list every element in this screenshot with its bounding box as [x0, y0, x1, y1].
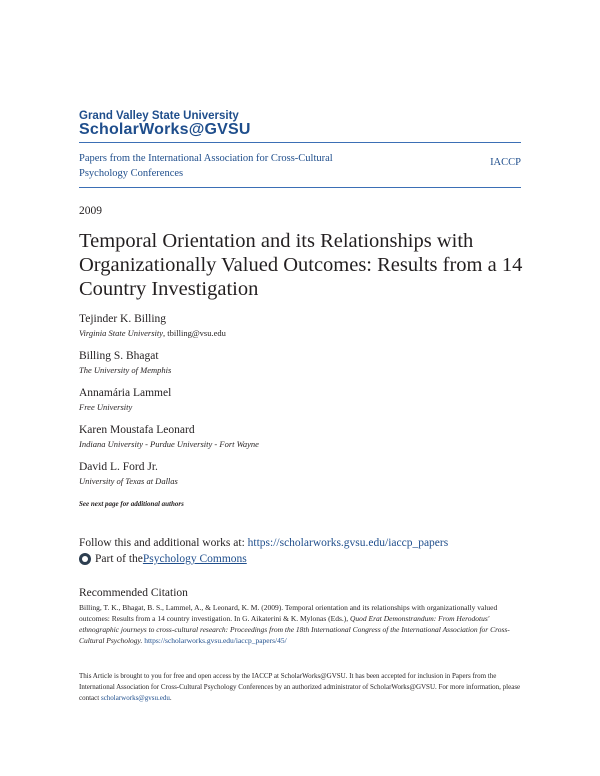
- citation-url[interactable]: https://scholarworks.gvsu.edu/iaccp_papers/45/: [142, 636, 287, 645]
- author-entry: [79, 423, 519, 460]
- commons-icon: [79, 553, 91, 565]
- author-entry: [79, 460, 519, 497]
- author-entry: [79, 312, 519, 349]
- collection-link[interactable]: IACCP: [490, 157, 521, 168]
- author-entry: [79, 349, 519, 386]
- author-affiliation: The University of Memphis: [79, 365, 172, 375]
- psychology-commons-link[interactable]: Psychology Commons: [142, 553, 247, 565]
- divider-top: [79, 142, 521, 143]
- follow-link[interactable]: https://scholarworks.gvsu.edu/iaccp_papers: [247, 537, 449, 549]
- author-list: [79, 312, 519, 497]
- citation-text: Billing, T. K., Bhagat, B. S., Lammel, A., & Leonard, K. M. (2009). Temporal orientation and its relationships with organizationally valued outcomes: Results from a 14 country investigation. In G. Aikaterini & K. Mylonas (Eds.), Quod Erat Demonstrandum: From Herodotus' ethnographic journeys to cross-cultural research: Proceedings from the 18th International Congress of the International Association for Cross-Cultural Psychology. https://scholarworks.gvsu.edu/iaccp_papers/45/: [79, 603, 510, 645]
- author-name: Billing S. Bhagat: [79, 350, 159, 362]
- contact-email[interactable]: scholarworks@gvsu.edu: [100, 694, 170, 702]
- part-of-line: Part of the Psychology Commons: [79, 553, 247, 565]
- university-name: Grand Valley State University: [79, 110, 239, 122]
- author-name: Tejinder K. Billing: [79, 313, 167, 325]
- follow-line: Follow this and additional works at: https://scholarworks.gvsu.edu/iaccp_papers: [79, 537, 449, 549]
- author-affiliation: Indiana University - Purdue University - Fort Wayne: [79, 439, 259, 449]
- see-next-page-note: See next page for additional authors: [79, 500, 184, 508]
- recommended-citation-heading: Recommended Citation: [79, 587, 188, 599]
- author-name: Karen Moustafa Leonard: [79, 424, 195, 436]
- publication-year: 2009: [79, 205, 102, 217]
- author-affiliation: Free University: [79, 402, 133, 412]
- repository-name[interactable]: ScholarWorks@GVSU: [79, 121, 251, 138]
- author-name: David L. Ford Jr.: [79, 461, 158, 473]
- footer-notice: This Article is brought to you for free and open access by the IACCP at ScholarWorks@GVSU. It has been accepted for inclusion in Papers from the International Association for Cross-Cultural Psychology Conferences by an authorized administrator of ScholarWorks@GVSU. For more information, please contact scholarworks@gvsu.edu.: [79, 672, 521, 702]
- author-email[interactable]: , tbilling@vsu.edu: [163, 328, 226, 338]
- author-name: Annamária Lammel: [79, 387, 172, 399]
- author-entry: [79, 386, 519, 423]
- article-title: Temporal Orientation and its Relationships with Organizationally Valued Outcomes: Results from a 14 Country Investigation: [79, 230, 523, 300]
- series-link[interactable]: Papers from the International Association for Cross-Cultural Psychology Conferences: [79, 153, 333, 179]
- author-affiliation: Virginia State University, tbilling@vsu.edu: [79, 328, 226, 338]
- author-affiliation: University of Texas at Dallas: [79, 476, 178, 486]
- divider-bottom: [79, 187, 521, 188]
